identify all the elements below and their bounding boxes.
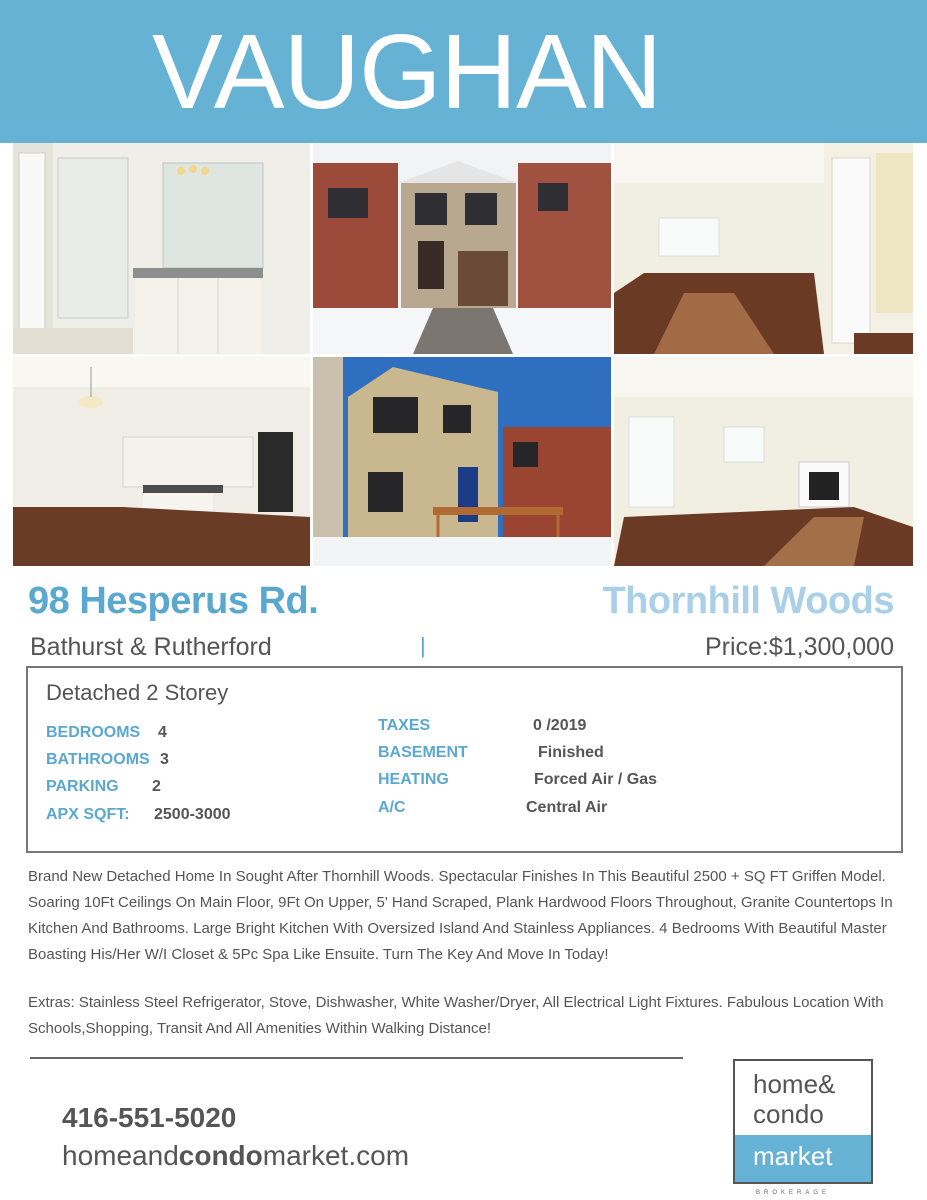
photo-grid (13, 143, 913, 566)
listing-neighbourhood: Thornhill Woods (602, 580, 894, 622)
website-part: and (132, 1140, 179, 1171)
website-part: home (62, 1140, 133, 1171)
header-banner (0, 0, 927, 143)
front-exterior-photo (313, 143, 611, 354)
spec-value: 2500-3000 (154, 806, 231, 823)
spec-box (26, 666, 903, 853)
logo-band (735, 1135, 871, 1182)
listing-extras: Extras: Stainless Steel Refrigerator, Stove, Dishwasher, White Washer/Dryer, All Electrical Light Fixtures. Fabulous Location With Schools,Shopping, Transit And All Amenities Within Walking Distance! (28, 994, 884, 1037)
spec-label: BEDROOMS (46, 724, 141, 741)
spec-label: TAXES (378, 717, 431, 734)
spec-value: Forced Air / Gas (534, 771, 657, 788)
brokerage-logo (733, 1059, 873, 1184)
logo-text: home& (753, 1069, 836, 1099)
spec-label: BASEMENT (378, 744, 468, 761)
listing-description: Brand New Detached Home In Sought After Thornhill Woods. Spectacular Finishes In This Beautiful 2500 + SQ FT Griffen Model. Soaring 10Ft Ceilings On Main Floor, 9Ft On Upper, 5' Hand Scraped, Plank Hardwood Floors Throughout, Granite Countertops In Kitchen And Bathrooms. Large Bright Kitchen With Oversized Island And Stainless Appliances. 4 Bedrooms With Beautiful Master Boasting His/Her W/I Closet & 5Pc Spa Like Ensuite. Turn The Key And Move In Today! (28, 868, 893, 963)
bedroom-photo (614, 143, 913, 354)
rear-exterior-photo (313, 357, 611, 566)
spec-value: 0 /2019 (533, 717, 587, 734)
listing-address: 98 Hesperus Rd. (28, 580, 319, 622)
spec-value: 2 (152, 778, 161, 795)
city-title: VAUGHAN (152, 13, 662, 131)
website-part: market.com (262, 1140, 410, 1171)
separator-mark: | (420, 633, 426, 658)
logo-text: market (753, 1141, 833, 1171)
property-type: Detached 2 Storey (46, 680, 229, 705)
spec-label: A/C (378, 799, 406, 816)
logo-subtitle: BROKERAGE (756, 1190, 831, 1196)
spec-label: PARKING (46, 778, 119, 795)
kitchen-photo (13, 357, 310, 566)
contact-website[interactable] (62, 1140, 409, 1172)
spec-value: Central Air (526, 799, 608, 816)
spec-value: 4 (158, 724, 167, 741)
spec-value: 3 (160, 751, 169, 768)
contact-phone[interactable]: 416-551-5020 (62, 1102, 237, 1133)
spec-label: HEATING (378, 771, 449, 788)
website-part: condo (178, 1140, 263, 1171)
footer-divider (30, 1057, 683, 1059)
listing-intersection: Bathurst & Rutherford (30, 633, 272, 661)
spec-label: BATHROOMS (46, 751, 150, 768)
listing-price: Price:$1,300,000 (704, 633, 894, 661)
bathroom-photo (13, 143, 310, 354)
spec-value: Finished (538, 744, 604, 761)
living-room-photo (614, 357, 913, 566)
spec-label: APX SQFT: (46, 806, 130, 823)
logo-text: condo (753, 1099, 824, 1129)
